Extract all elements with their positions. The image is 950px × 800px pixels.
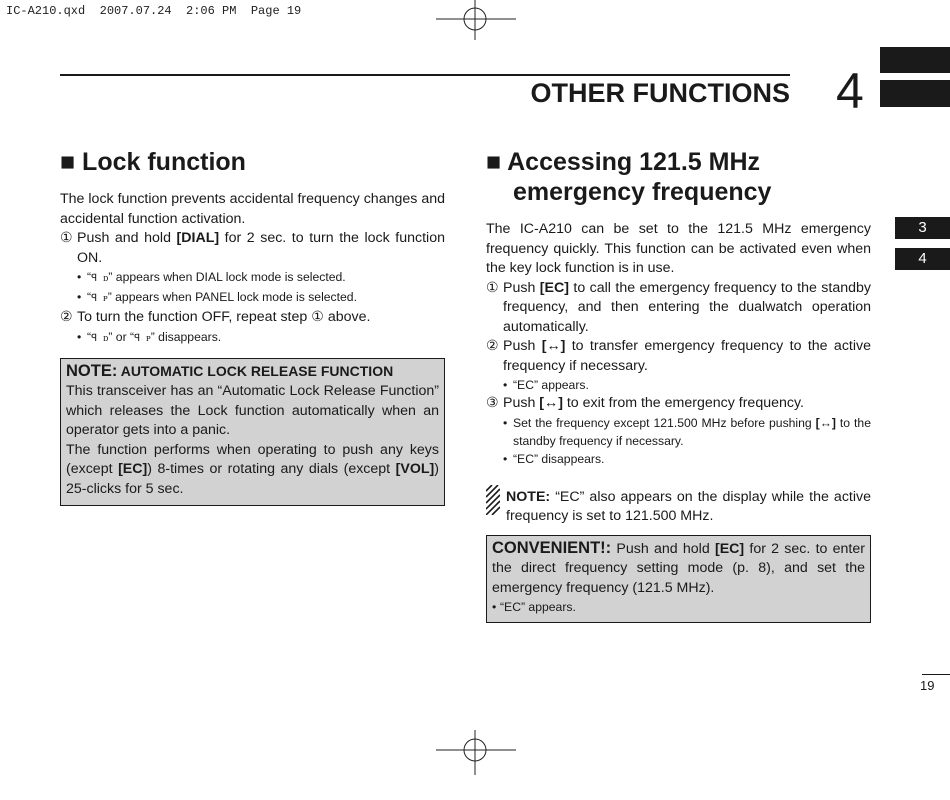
- swap-key: [↔]: [541, 338, 566, 354]
- print-slug: IC-A210.qxd 2007.07.24 2:06 PM Page 19: [6, 4, 302, 18]
- lock-bullet-dial: • “ꟼ ᴅ” appears when DIAL lock mode is selected.: [77, 270, 346, 284]
- emergency-bullet-ec-appears: • “EC” appears.: [503, 378, 589, 392]
- convenient-bullet: • “EC” appears.: [492, 600, 576, 614]
- page-number-rule: [922, 674, 950, 675]
- lock-step-1: ① Push and hold [DIAL] for 2 sec. to turn the lock function ON.: [60, 229, 445, 268]
- convenient-label: CONVENIENT!:: [492, 538, 612, 557]
- lock-intro: The lock function prevents accidental frequency changes and accidental function activation.: [60, 191, 445, 227]
- note-para-1: This transceiver has an “Automatic Lock Release Function” which releases the Lock function automatically when an operator gets into a panic.: [66, 383, 439, 438]
- emergency-note: NOTE: “EC” also appears on the display while the active frequency is set to 121.500 MHz.: [506, 488, 871, 524]
- ec-key: [EC]: [539, 279, 569, 296]
- lock-function-section: [60, 147, 445, 506]
- note-hatch-icon: [486, 485, 500, 515]
- dial-lock-lcd-icon: ꟼ ᴅ: [91, 332, 109, 344]
- page-number: 19: [920, 678, 935, 693]
- emergency-step-1: ① Push [EC] to call the emergency frequency to the standby frequency, and then entering the dualwatch operation automatically.: [486, 279, 871, 338]
- note-title: AUTOMATIC LOCK RELEASE FUNCTION: [117, 362, 394, 379]
- ec-key: [EC]: [714, 540, 745, 557]
- swap-key: [↔]: [539, 395, 563, 411]
- step-number: ①: [60, 230, 73, 246]
- panel-lock-lcd-icon: ꟼ ᴘ: [134, 332, 151, 344]
- dial-key: [DIAL]: [176, 230, 220, 246]
- step-number: ②: [60, 309, 73, 325]
- step-number: ③: [486, 395, 499, 411]
- emergency-bullet-ec-disappears: • “EC” disappears.: [503, 451, 605, 466]
- emergency-frequency-section: [486, 147, 871, 623]
- chapter-number: 4: [836, 63, 864, 119]
- swap-key: [↔]: [815, 415, 836, 430]
- chapter-tab-lower: [880, 80, 950, 107]
- emergency-heading-line-2: emergency frequency: [513, 178, 772, 206]
- emergency-bullet-set-frequency: • Set the frequency except 121.500 MHz before pushing [↔] to the standby frequency if necessary.: [503, 415, 871, 448]
- lock-bullet-panel: • “ꟼ ᴘ” appears when PANEL lock mode is selected.: [77, 290, 357, 304]
- step-number: ②: [486, 338, 499, 354]
- step-number: ①: [486, 279, 499, 296]
- emergency-step-2: ② Push [↔] to transfer emergency frequency to the active frequency if necessary.: [486, 337, 871, 376]
- lock-step-2: ② To turn the function OFF, repeat step ① above.: [60, 308, 445, 328]
- header-rule: [60, 74, 790, 76]
- emergency-intro: The IC-A210 can be set to the 121.5 MHz emergency frequency quickly. This function can be activated even when the key lock function is in use.: [486, 221, 871, 276]
- emergency-step-3: ③ Push [↔] to exit from the emergency frequency.: [486, 394, 871, 414]
- convenient-box: CONVENIENT!: Push and hold [EC] for 2 sec. to enter the direct frequency setting mode (p. 8), and set the emergency frequency (121.5 MHz). • “EC” appears.: [486, 535, 871, 624]
- side-tab-3[interactable]: 3: [895, 217, 950, 239]
- lock-bullet-disappears: • “ꟼ ᴅ” or “ꟼ ᴘ” disappears.: [77, 329, 222, 344]
- note-para-2: The function performs when operating to push any keys (except [EC]) 8-times or rotating any dials (except [VOL]) 25-clicks for 5 sec.: [66, 441, 440, 497]
- lock-function-heading: ■ Lock function: [60, 148, 246, 176]
- note-box-auto-lock-release: [60, 358, 445, 507]
- note-label: NOTE:: [506, 488, 551, 505]
- dial-lock-lcd-icon: ꟼ ᴅ: [91, 273, 109, 284]
- side-tab-4[interactable]: 4: [895, 248, 950, 270]
- crop-mark-top: [436, 0, 516, 40]
- emergency-heading-line-1: ■ Accessing 121.5 MHz: [486, 148, 761, 176]
- chapter-tab-upper: [880, 47, 950, 73]
- crop-mark-bottom: [436, 730, 516, 775]
- panel-lock-lcd-icon: ꟼ ᴘ: [91, 293, 108, 304]
- chapter-title: OTHER FUNCTIONS: [530, 78, 790, 108]
- note-label: NOTE:: [66, 361, 118, 380]
